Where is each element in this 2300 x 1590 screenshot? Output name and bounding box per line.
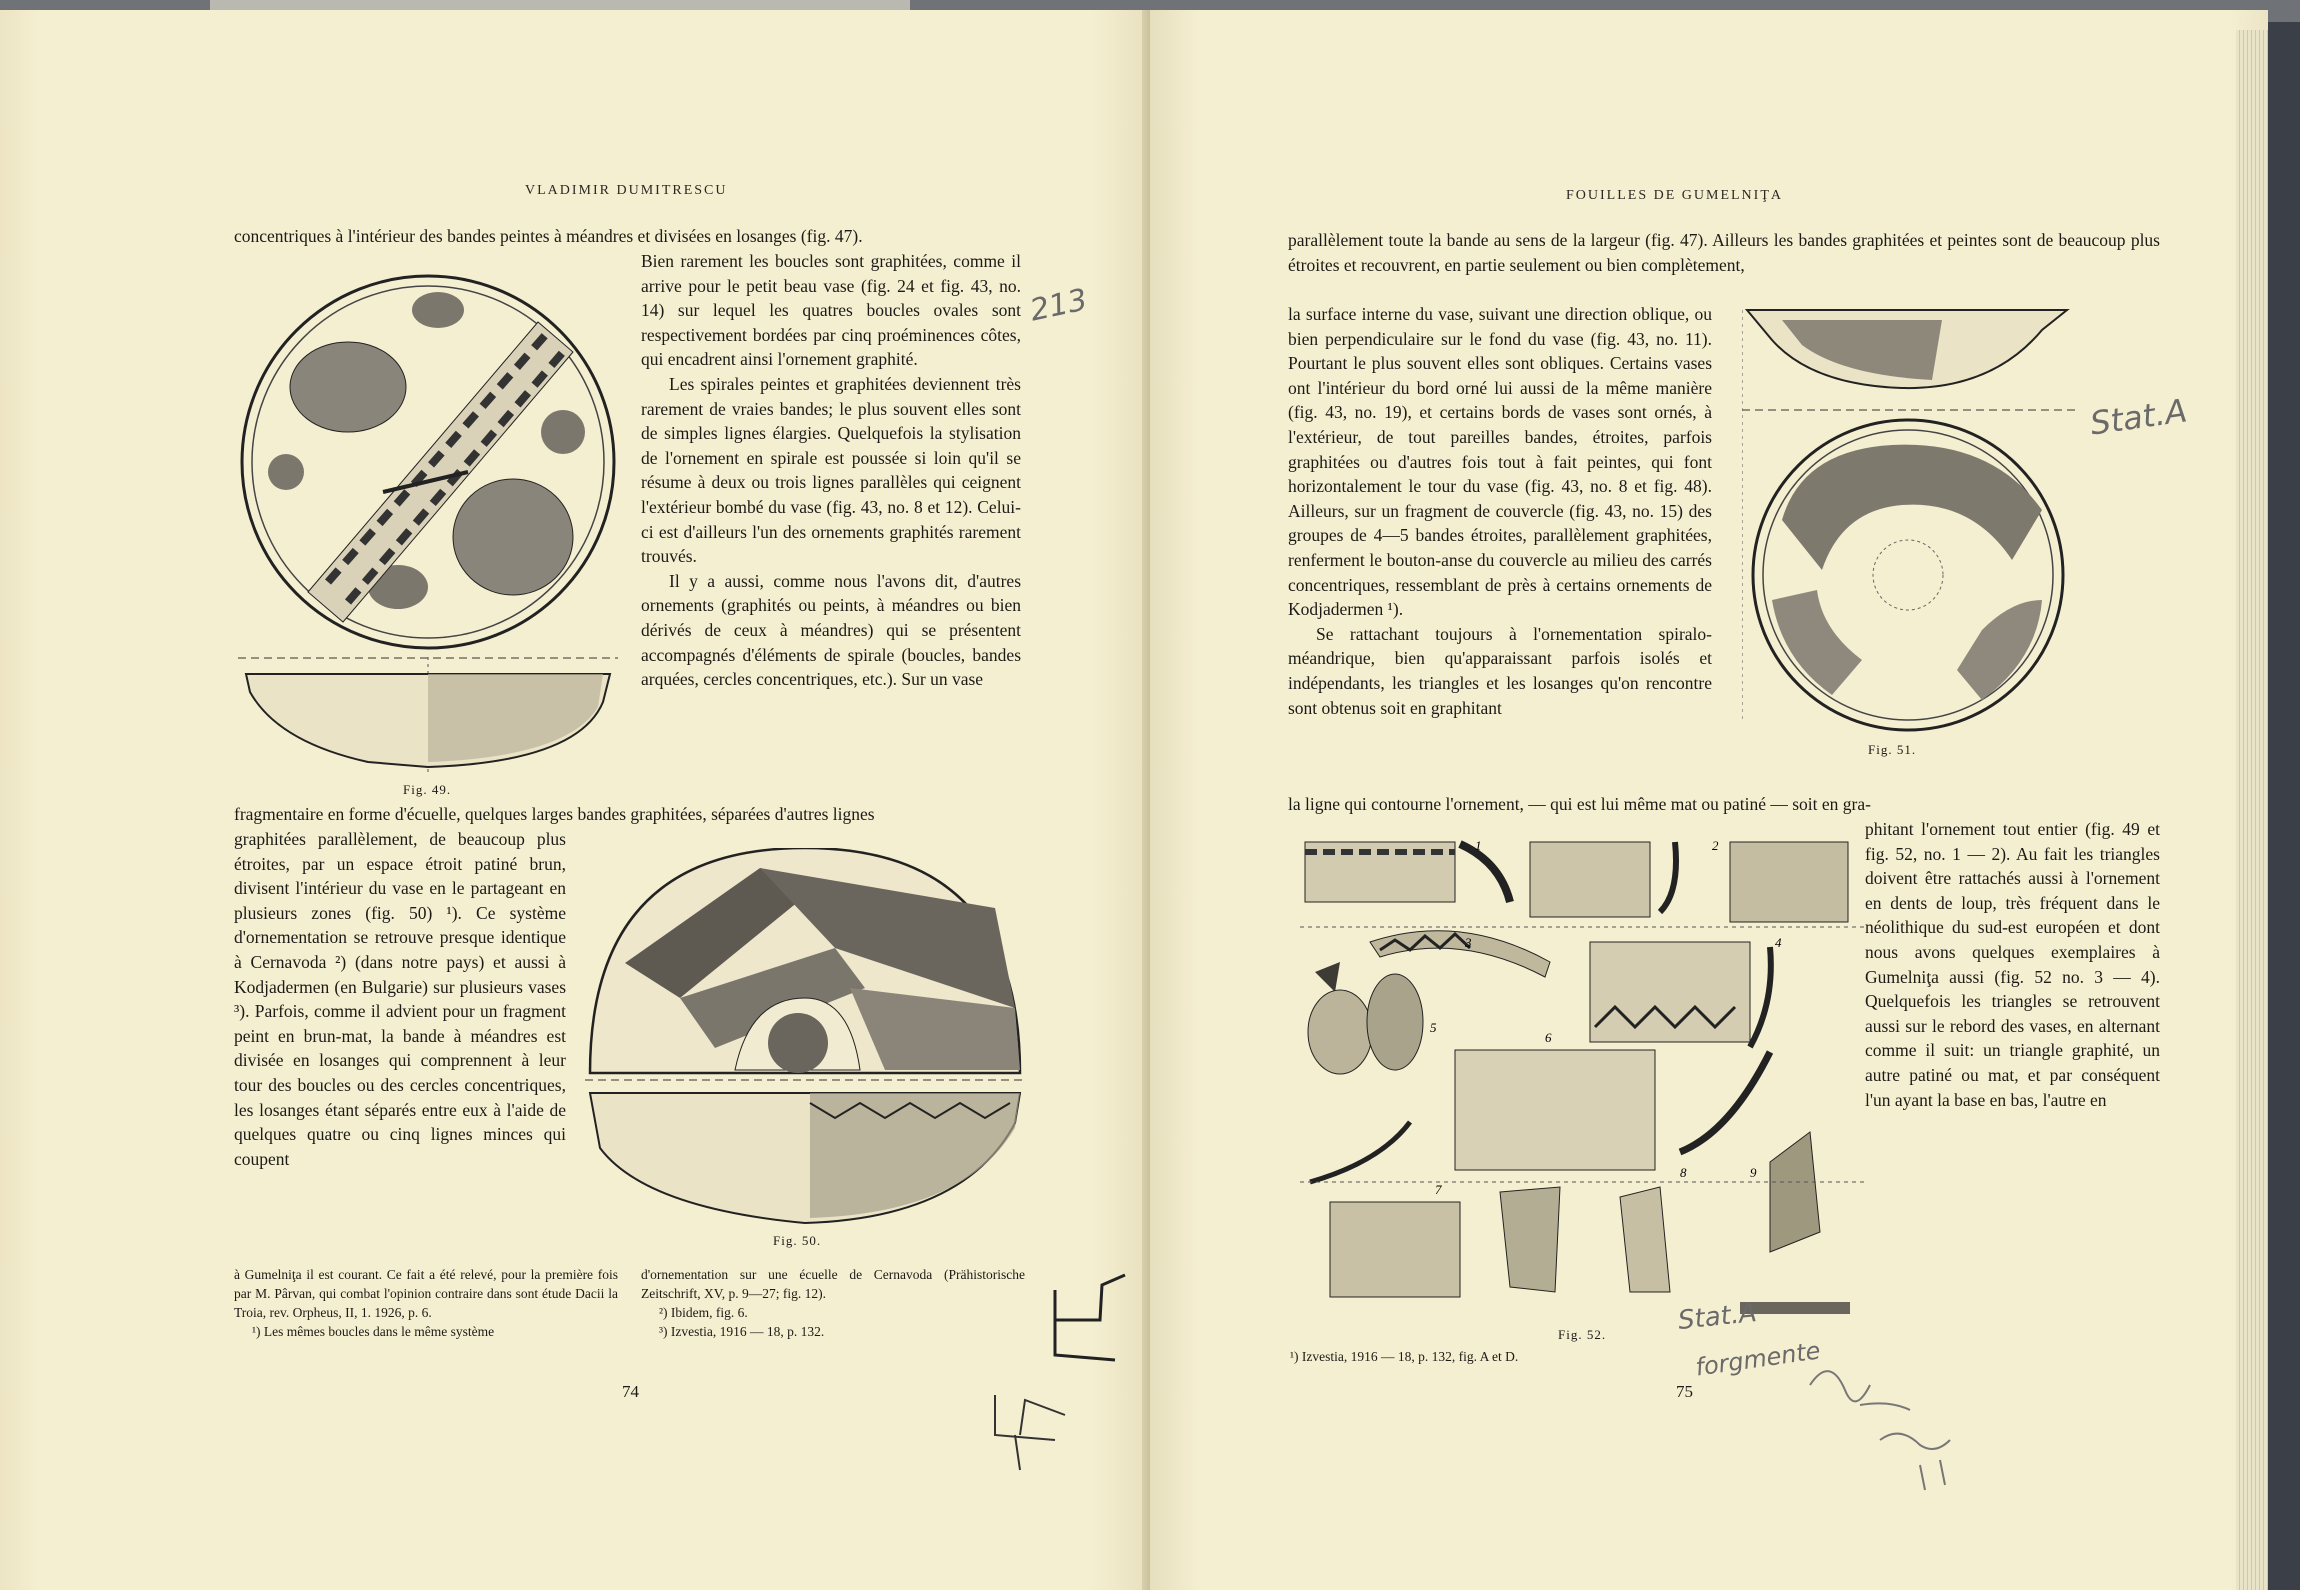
book-spread (0, 10, 2268, 1590)
left-footnotes-col1 (234, 1265, 618, 1341)
left-running-header: VLADIMIR DUMITRESCU (525, 183, 728, 198)
bottom-note-2: forgmente (1693, 1336, 1823, 1382)
footnote-1: ¹) Les mêmes boucles dans le même système (252, 1324, 495, 1339)
figure-50-caption: Fig. 50. (773, 1233, 822, 1248)
left-paragraph-2: Les spirales peintes et graphitées deviennent très rarement de vraies bandes; le plus souvent elles sont de simples lignes élargies. Quelquefois la stylisation de l'ornement en spirale est poussée si loin qu'il se résume à deux ou trois lignes parallèles qui ceignent l'extérieur bombé du vase (fig. 43, no. 8 et 12). Celui-ci est d'ailleurs l'un des ornements graphités rarement trouvés. (641, 373, 1021, 567)
figure-52-caption: Fig. 52. (1558, 1327, 1607, 1342)
pencil-mark-2 (985, 1385, 1075, 1475)
fig52-label-5: 5 (1430, 1020, 1437, 1035)
fig52-label-6: 6 (1545, 1030, 1552, 1045)
footnote-continuation: à Gumelniţa il est courant. Ce fait a été relevé, pour la première fois par M. Pârvan, qui combat l'opinion contraire dans sont étude Dacii la Troia, rev. Orpheus, II, 1. 1926, p. 6. (234, 1267, 618, 1320)
right-paragraph-1: la surface interne du vase, suivant une direction oblique, ou bien perpendiculaire sur le fond du vase (fig. 43, no. 11). Pourtant le plus souvent elles sont obliques. Certains vases ont l'intérieur du bord orné lui aussi de la même manière (fig. 43, no. 19), et certains bords de vases sont ornés, à l'extérieur, de tout pareilles bandes, étroites, parfois graphitées ou d'autres fois tout à fait peintes, qui font horizontalement le tour du vase (fig. 43, no. 8 et fig. 48). Ailleurs, sur un fragment de couvercle (fig. 43, no. 15) des groupes de 4—5 bandes étroites, parallèlement graphitées, renferment le bouton-anse du couvercle au milieu des carrés concentriques, ressemblant de près à certains ornements de Kodjadermen ¹). (1288, 304, 1712, 620)
right-text-side: phitant l'ornement tout entier (fig. 49 et fig. 52, no. 1 — 2). Au fait les triangles doivent être rattachés aussi à l'ornement en dents de loup, très fréquent dans le néolithique du sud-est européen et dont nous avons quelques exemplaires à Gumelniţa aussi (fig. 52 no. 3 — 4). Quelquefois les triangles se retrouvent aussi sur le rebord des vases, en alternant comme il suit: un triangle graphité, un autre patiné ou mat, et par conséquent l'un ayant la base en bas, l'autre en (1865, 819, 2160, 1110)
right-text-wide: la ligne qui contourne l'ornement, — qui est lui même mat ou patiné — soit en gra- (1288, 794, 1871, 814)
footnote-1-cont: d'ornementation sur une écuelle de Cernavoda (Prähistorische Zeitschrift, XV, p. 9—27; fig. 12). (641, 1267, 1025, 1301)
pencil-mark-1 (1040, 1265, 1130, 1375)
right-text-column (1288, 302, 1712, 720)
pencil-scribble (1800, 1345, 1970, 1495)
left-margin-note: 213 (1026, 282, 1091, 329)
left-paragraph-3: Il y a aussi, comme nous l'avons dit, d'autres ornements (graphités ou peints, à méandres ou bien dérivés de ceux à méandres) qui se présentent accompagnés d'éléments de spirale (boucles, bandes arquées, cercles concentriques, etc.). Sur un vase (641, 570, 1021, 690)
right-running-header: FOUILLES DE GUMELNIŢA (1566, 188, 1783, 203)
right-page-number: 75 (1676, 1382, 1693, 1401)
fig52-label-1: 1 (1475, 838, 1482, 853)
footnote-2: ²) Ibidem, fig. 6. (659, 1305, 748, 1320)
fig52-label-9: 9 (1750, 1165, 1757, 1180)
figure-51-drawing (1742, 300, 2075, 738)
left-text-column (641, 249, 1021, 692)
left-paragraph-1: Bien rarement les boucles sont graphitées, comme il arrive pour le petit beau vase (fig. 24 et fig. 43, no. 14) sur lequel les quatres boucles ovales sont respectivement bordées par cinq proéminences côtes, qui encadrent ainsi l'ornement graphité. (641, 251, 1021, 370)
figure-50-drawing (585, 848, 1025, 1228)
left-text-top: concentriques à l'intérieur des bandes peintes à méandres et divisées en losanges (fig. 47). (234, 226, 863, 246)
left-page-number: 74 (622, 1382, 639, 1401)
left-text-bottom: graphitées parallèlement, de beaucoup plus étroites, par un espace étroit patiné brun, divisent l'intérieur du vase en le partageant en plusieurs zones (fig. 50) ¹). Ce système d'ornementation se retrouve presque identique à Cernavoda ²) (dans notre pays) et aussi à Kodjadermen (en Bulgarie) sur plusieurs vases ³). Parfois, comme il advient pour un fragment peint en brun-mat, la bande à méandres est divisée en losanges qui comprennent à leur tour des boucles ou des cercles concentriques, les losanges étant séparés entre eux à l'aide de quelques quatre ou cinq lignes minces qui coupent (234, 829, 566, 1169)
fig52-label-7: 7 (1435, 1182, 1442, 1197)
bottom-note-1: Stat.A (1676, 1297, 1759, 1337)
left-footnotes-col2 (641, 1265, 1025, 1341)
right-margin-note: Stat.A (2087, 391, 2190, 443)
right-page (1150, 10, 2268, 1590)
fig52-label-3: 3 (1465, 935, 1472, 950)
right-footnote: ¹) Izvestia, 1916 — 18, p. 132, fig. A et D. (1290, 1349, 1519, 1364)
right-paragraph-2: Se rattachant toujours à l'ornementation spiralo-méandrique, bien qu'apparaissant parfois isolés et indépendants, les triangles et les losanges qu'on rencontre sont obtenus soit en graphitant (1288, 623, 1712, 718)
figure-52-drawing (1300, 832, 1868, 1322)
figure-51-caption: Fig. 51. (1868, 742, 1917, 757)
page-edges (2236, 30, 2268, 1590)
left-page (0, 10, 1150, 1590)
right-text-top: parallèlement toute la bande au sens de la largeur (fig. 47). Ailleurs les bandes graphitées et peintes sont de beaucoup plus étroites et recouvrent, en partie seulement ou bien complètement, (1288, 230, 2160, 275)
fig52-label-4: 4 (1775, 935, 1782, 950)
left-text-wide: fragmentaire en forme d'écuelle, quelques larges bandes graphitées, séparées d'autres lignes (234, 804, 875, 824)
fig52-label-2: 2 (1712, 838, 1719, 853)
footnote-3: ³) Izvestia, 1916 — 18, p. 132. (659, 1324, 825, 1339)
fig52-label-8: 8 (1680, 1165, 1687, 1180)
figure-49-drawing (238, 262, 618, 772)
figure-49-caption: Fig. 49. (403, 782, 452, 797)
